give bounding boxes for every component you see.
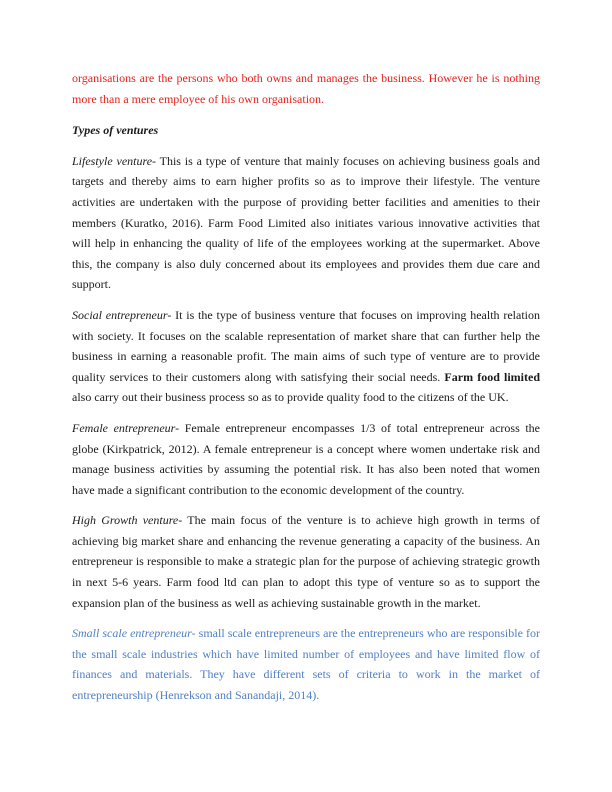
social-entrepreneur-text-end: also carry out their business process so as to provide quality food to the citizens of the UK. <box>72 390 509 405</box>
small-scale-entrepreneur-paragraph <box>72 623 540 705</box>
document-page <box>72 68 540 706</box>
social-entrepreneur-text: It is the type of business venture that focuses on improving health relation with society. It focuses on the scalable representation of market share that can further help the business in earning a reasonable profit. The main aims of such type of venture are to provide quality services to their customers along with satisfying their social needs. <box>72 307 540 384</box>
company-name-bold: Farm food limited <box>444 369 540 384</box>
high-growth-venture-term: High Growth venture- <box>72 513 183 528</box>
intro-paragraph: organisations are the persons who both owns and manages the business. However he is nothing more than a mere employee of his own organisation. <box>72 71 540 106</box>
social-entrepreneur-paragraph <box>72 305 540 408</box>
high-growth-venture-text: The main focus of the venture is to achieve high growth in terms of achieving big market share and enhancing the revenue generating a capacity of the business. An entrepreneur is responsible to make a strategic plan for the purpose of achieving strategic growth in next 5-6 years. Farm food ltd can plan to adopt this type of venture so as to support the expansion plan of the business as well as achieving sustainable growth in the market. <box>72 513 540 610</box>
lifestyle-venture-paragraph <box>72 151 540 295</box>
small-scale-entrepreneur-term: Small scale entrepreneur- <box>72 626 196 641</box>
lifestyle-venture-term: Lifestyle venture- <box>72 153 157 168</box>
female-entrepreneur-term: Female entrepreneur- <box>72 420 180 435</box>
female-entrepreneur-text: Female entrepreneur encompasses 1/3 of total entrepreneur across the globe (Kirkpatrick, 2012). A female entrepreneur is a concept where women undertake risk and manage business activities by assuming the potential risk. It has also been noted that women have made a significant contribution to the economic development of the country. <box>72 420 540 497</box>
high-growth-venture-paragraph <box>72 510 540 613</box>
small-scale-entrepreneur-text: small scale entrepreneurs are the entrepreneurs who are responsible for the small scale industries which have limited number of employees and have limited flow of finances and materials. They have different sets of criteria to work in the market of entrepreneurship (Henrekson and Sanandaji, 2014). <box>72 626 540 703</box>
section-heading: Types of ventures <box>72 123 159 138</box>
social-entrepreneur-term: Social entrepreneur- <box>72 307 172 322</box>
female-entrepreneur-paragraph <box>72 418 540 500</box>
lifestyle-venture-text: This is a type of venture that mainly focuses on achieving business goals and targets and thereby aims to earn higher profits so as to improve their lifestyle. The venture activities are undertaken with the purpose of providing better facilities and amenities to their members (Kuratko, 2016). Farm Food Limited also initiates various innovative activities that will help in enhancing the quality of life of the employees working at the supermarket. Above this, the company is also duly concerned about its employees and provides them due care and support. <box>72 153 540 292</box>
